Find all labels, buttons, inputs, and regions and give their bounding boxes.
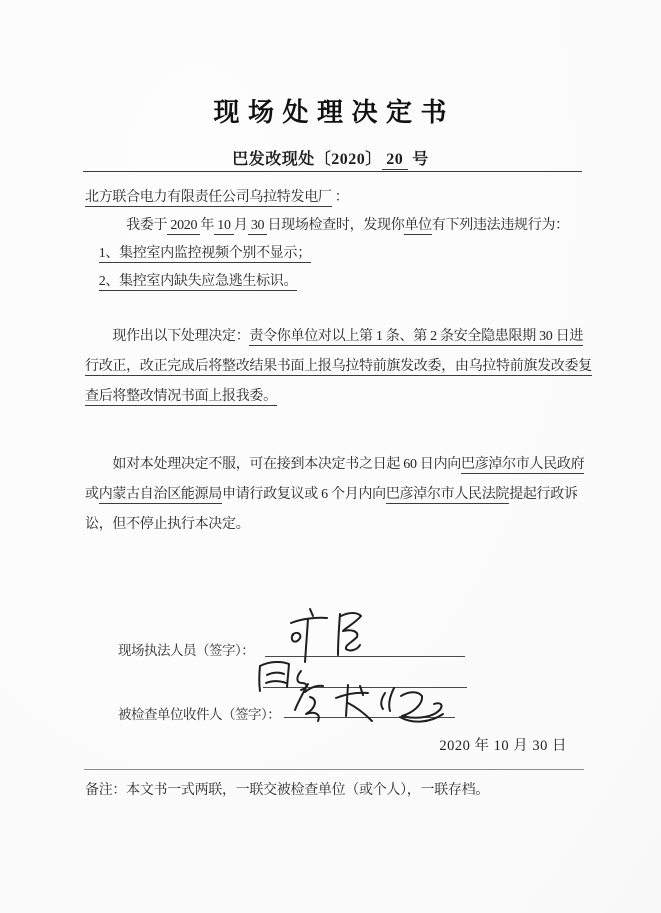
document-title: 现 场 处 理 决 定 书	[213, 98, 448, 127]
underlined-text: 巴彦淖尔市人民政府	[461, 457, 585, 472]
text-segment: 现作出以下处理决定：	[85, 329, 250, 344]
text-segment: 日现场检查时，发现你	[267, 218, 405, 233]
intro-paragraph	[85, 184, 580, 296]
text-segment: 有下列违法违规行为：	[431, 218, 569, 233]
decision-paragraph	[85, 322, 592, 412]
text-line	[85, 510, 580, 540]
text-line	[85, 382, 580, 412]
underlined-text: 单位	[404, 218, 432, 233]
footer-rule	[84, 769, 584, 770]
text-segment: 我委于	[85, 218, 168, 233]
text-line	[85, 240, 580, 268]
text-segment	[85, 246, 99, 261]
recipient-signature-label: 被检查单位收件人（签字）：	[118, 707, 281, 722]
document-date: 2020 年 10 月 30 日	[439, 738, 567, 754]
text-segment: 如对本处理决定不服，可在接到本决定书之日起 60 日内向	[85, 457, 461, 472]
text-segment: 申请行政复议或 6 个月内向	[222, 487, 386, 502]
text-line	[85, 322, 584, 352]
text-segment	[85, 274, 99, 289]
underlined-text: 1、集控室内监控视频个别不显示；	[98, 246, 311, 261]
underlined-text: 内蒙古自治区能源局	[98, 487, 223, 502]
appeal-paragraph	[85, 450, 585, 540]
underlined-text: 北方联合电力有限责任公司乌拉特发电厂	[85, 190, 332, 205]
text-segment: 年	[200, 218, 215, 233]
text-segment: 或	[85, 487, 99, 502]
underlined-text: 巴彦淖尔市人民法院	[385, 487, 510, 502]
underlined-text: 10	[214, 218, 234, 233]
underlined-text: 30	[247, 218, 268, 233]
text-line	[85, 352, 592, 382]
text-segment: 号	[407, 151, 429, 168]
underlined-text: 2、集控室内缺失应急逃生标识。	[98, 274, 298, 289]
document-number	[0, 146, 661, 169]
underlined-text: 20	[381, 151, 408, 168]
text-line	[85, 212, 580, 240]
text-segment: ：	[331, 190, 349, 205]
header-rule	[83, 171, 582, 172]
text-segment: 提起行政诉	[509, 487, 578, 502]
underlined-text: 查后将整改情况书面上报我委。	[85, 389, 277, 404]
underlined-text: 责令你单位对以上第 1 条、第 2 条安全隐患限期 30 日进	[249, 329, 584, 344]
footer-note: 备注：本文书一式两联，一联交被检查单位（或个人），一联存档。	[85, 783, 489, 798]
text-line	[85, 268, 580, 296]
text-segment: 巴发改现处〔2020〕	[232, 151, 382, 168]
handwritten-signature-recipient	[290, 676, 455, 728]
underlined-text: 行改正，改正完成后将整改结果书面上报乌拉特前旗发改委，由乌拉特前旗发改委复	[85, 359, 592, 374]
text-segment: 讼，但不停止执行本决定。	[85, 517, 250, 532]
text-line	[85, 184, 580, 212]
text-line	[85, 450, 585, 480]
underlined-text: 2020	[167, 218, 201, 233]
enforcer-signature-label: 现场执法人员（签字）：	[118, 643, 255, 658]
text-line	[85, 480, 580, 510]
text-segment: 月	[233, 218, 248, 233]
